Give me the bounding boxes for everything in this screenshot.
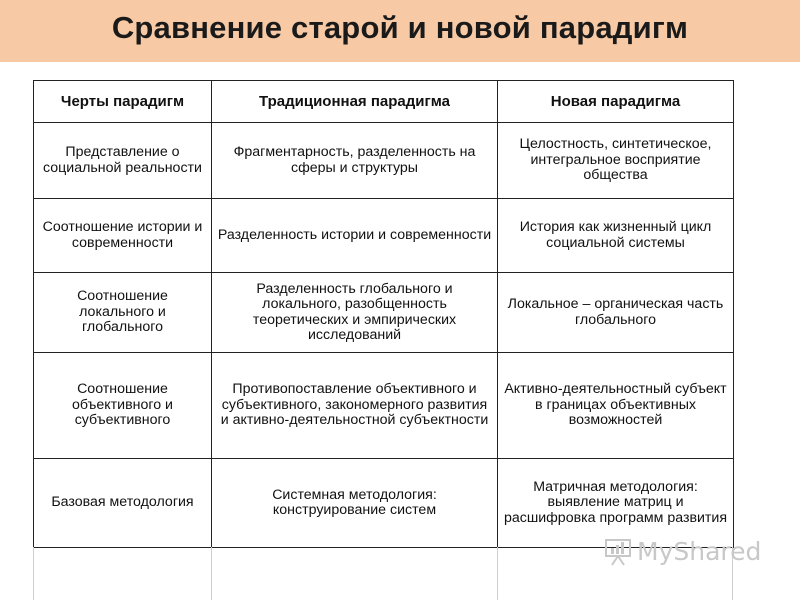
row-new: Локальное – органическая часть глобального <box>498 273 734 353</box>
row-feature: Представление о социальной реальности <box>34 123 212 199</box>
watermark <box>605 536 761 566</box>
watermark-text: MyShared <box>637 536 762 566</box>
comparison-table <box>33 80 734 548</box>
header-features: Черты парадигм <box>34 81 212 123</box>
row-traditional: Противопоставление объективного и субъективного, закономерного развития и активно-деятельностной субъектности <box>212 353 498 459</box>
row-new: Матричная методология: выявление матриц и расшифровка программ развития <box>498 459 734 548</box>
table-row <box>34 353 734 459</box>
row-traditional: Системная методология: конструирование систем <box>212 459 498 548</box>
row-traditional: Разделенность истории и современности <box>212 199 498 273</box>
header-traditional: Традиционная парадигма <box>212 81 498 123</box>
page-title: Сравнение старой и новой парадигм <box>111 10 689 45</box>
table-header-row <box>34 81 734 123</box>
row-new: Активно-деятельностный субъект в границах объективных возможностей <box>498 353 734 459</box>
table-tail-line <box>497 547 498 600</box>
table-tail-line <box>211 547 212 600</box>
table-tail-line <box>33 547 34 600</box>
header-new: Новая парадигма <box>498 81 734 123</box>
row-traditional: Разделенность глобального и локального, разобщенность теоретических и эмпирических исследований <box>212 273 498 353</box>
row-traditional: Фрагментарность, разделенность на сферы и структуры <box>212 123 498 199</box>
table-row <box>34 123 734 199</box>
row-feature: Соотношение объективного и субъективного <box>34 353 212 459</box>
table-row <box>34 199 734 273</box>
projector-icon <box>605 536 631 566</box>
row-feature: Базовая методология <box>34 459 212 548</box>
row-feature: Соотношение истории и современности <box>34 199 212 273</box>
row-new: История как жизненный цикл социальной системы <box>498 199 734 273</box>
table-row <box>34 459 734 548</box>
row-new: Целостность, синтетическое, интегральное восприятие общества <box>498 123 734 199</box>
row-feature: Соотношение локального и глобального <box>34 273 212 353</box>
table-row <box>34 273 734 353</box>
